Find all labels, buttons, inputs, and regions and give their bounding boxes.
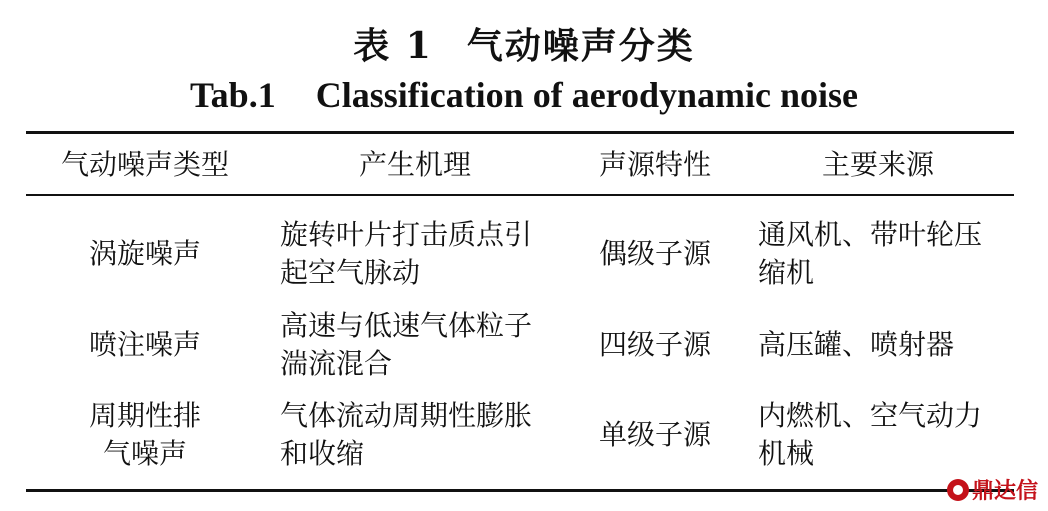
table-caption-en: Classification of aerodynamic noise: [315, 75, 859, 115]
table-title-english: [0, 74, 1048, 116]
row1-source-char: 偶级子源: [598, 237, 711, 270]
row1-mechanism: 旋转叶片打击质点引 起空气脉动: [280, 218, 533, 289]
table-title-chinese: [0, 18, 1048, 69]
row2-type: 喷注噪声: [88, 328, 201, 361]
row2-mechanism: 高速与低速气体粒子 湍流混合: [280, 309, 533, 380]
table-bottom-rule: [26, 489, 1014, 492]
watermark-logo: [947, 474, 1038, 505]
row3-mechanism: 气体流动周期性膨胀 和收缩: [280, 399, 533, 470]
table-number-en: Tab.1: [189, 75, 276, 115]
header-source-characteristic: 声源特性: [598, 148, 711, 181]
table-caption-cn: 气动噪声分类: [466, 25, 695, 67]
row3-main-source: 内燃机、空气动力 机械: [758, 399, 983, 470]
watermark-text: 鼎达信: [971, 479, 1038, 504]
table-number-cn: 表 1: [353, 25, 433, 67]
row3-type: 周期性排 气噪声: [88, 399, 201, 470]
header-noise-type: 气动噪声类型: [60, 148, 229, 181]
table-top-rule: [26, 131, 1014, 134]
header-main-source: 主要来源: [821, 148, 934, 181]
table-header-rule: [26, 194, 1014, 196]
row2-main-source: 高压罐、喷射器: [758, 328, 955, 361]
row1-type: 涡旋噪声: [88, 237, 201, 270]
logo-circle-icon: [947, 479, 969, 501]
header-mechanism: 产生机理: [358, 148, 471, 181]
row3-source-char: 单级子源: [598, 418, 711, 451]
row1-main-source: 通风机、带叶轮压 缩机: [758, 218, 983, 289]
row2-source-char: 四级子源: [598, 328, 711, 361]
